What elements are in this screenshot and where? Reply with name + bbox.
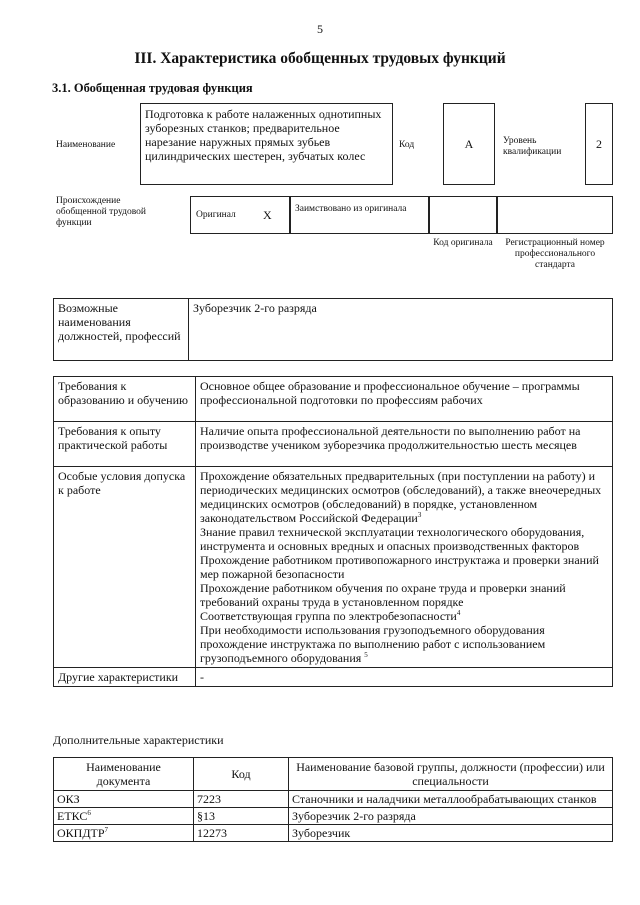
other-value: - bbox=[196, 668, 613, 687]
table-row bbox=[54, 791, 613, 808]
level-value: 2 bbox=[596, 137, 602, 151]
row-code: §13 bbox=[194, 808, 289, 825]
special-item: Соответствующая группа по электробезопасности$^4$ bbox=[200, 609, 461, 623]
col-doc-header: Наименование документа bbox=[54, 758, 194, 791]
positions-value: Зуборезчик 2-го разряда bbox=[189, 299, 613, 361]
row-name: Зуборезчик 2-го разряда bbox=[289, 808, 613, 825]
level-box bbox=[585, 103, 613, 185]
special-item: Знание правил технической эксплуатации технологического оборудования, инструмента и основных вредных и опасных производственных факторов bbox=[200, 525, 585, 553]
name-value: Подготовка к работе налаженных однотипных зуборезных станков; предварительное нарезание наружных прямых зубьев цилиндрических шестерен, зубчатых колес bbox=[140, 103, 393, 185]
code-original-label: Код оригинала bbox=[433, 238, 493, 248]
additional-table bbox=[53, 757, 613, 842]
row-doc: ЕТКС$^6$ bbox=[54, 808, 194, 825]
row-name: Станочники и наладчики металлообрабатывающих станков bbox=[289, 791, 613, 808]
special-item: Прохождение работником обучения по охране труда и проверки знаний требований охраны труда в установленном порядке bbox=[200, 581, 566, 609]
code-label: Код bbox=[399, 140, 415, 150]
code-value: А bbox=[464, 137, 474, 151]
page-number: 5 bbox=[317, 22, 323, 36]
origin-label: Происхождение обобщенной трудовой функции bbox=[56, 196, 146, 228]
code-box bbox=[443, 103, 495, 185]
original-mark: X bbox=[263, 208, 272, 222]
special-item: Прохождение работником противопожарного инструктажа и проверки знаний мер пожарной безопасности bbox=[200, 553, 599, 581]
col-code-header: Код bbox=[194, 758, 289, 791]
positions-label: Возможные наименования должностей, профессий bbox=[54, 299, 189, 361]
name-label: Наименование bbox=[56, 140, 116, 150]
positions-table bbox=[53, 298, 613, 361]
additional-heading: Дополнительные характеристики bbox=[53, 733, 224, 747]
borrowed-label: Заимствовано из оригинала bbox=[295, 204, 407, 214]
row-code: 7223 bbox=[194, 791, 289, 808]
special-item: При необходимости использования грузоподъемного оборудования прохождение инструктажа по выполнению работ с использованием грузоподъемного оборудования $^5$ bbox=[200, 623, 546, 665]
page-title: III. Характеристика обобщенных трудовых функций bbox=[134, 50, 506, 67]
special-list bbox=[196, 467, 613, 668]
education-label: Требования к образованию и обучению bbox=[54, 377, 196, 422]
education-value: Основное общее образование и профессиональное обучение – программы профессиональной подготовки по профессиям рабочих bbox=[196, 377, 613, 422]
reg-number-label: Регистрационный номер профессионального стандарта bbox=[505, 238, 605, 270]
original-label: Оригинал bbox=[196, 210, 236, 220]
table-row bbox=[54, 808, 613, 825]
row-doc: ОКПДТР$^7$ bbox=[54, 825, 194, 842]
borrowed-box bbox=[290, 196, 429, 234]
special-item: Прохождение обязательных предварительных (при поступлении на работу) и периодических медицинских осмотров (обследований), а также внеочередных медицинских осмотров (обследований) в порядке, установленном законодательством Российской Федерации$^3$ bbox=[200, 469, 602, 525]
reg-number-box bbox=[497, 196, 613, 234]
experience-value: Наличие опыта профессиональной деятельности по выполнению работ на производстве учеником зуборезчика продолжительностью шесть месяцев bbox=[196, 422, 613, 467]
code-original-box bbox=[429, 196, 497, 234]
row-code: 12273 bbox=[194, 825, 289, 842]
experience-label: Требования к опыту практической работы bbox=[54, 422, 196, 467]
special-label: Особые условия допуска к работе bbox=[54, 467, 196, 668]
section-title: 3.1. Обобщенная трудовая функция bbox=[52, 81, 253, 95]
row-doc: ОКЗ bbox=[54, 791, 194, 808]
other-label: Другие характеристики bbox=[54, 668, 196, 687]
level-label: Уровень квалификации bbox=[503, 136, 562, 157]
table-row bbox=[54, 825, 613, 842]
row-name: Зуборезчик bbox=[289, 825, 613, 842]
requirements-table bbox=[53, 376, 613, 687]
col-name-header: Наименование базовой группы, должности (профессии) или специальности bbox=[289, 758, 613, 791]
origin-original-box bbox=[190, 196, 290, 234]
